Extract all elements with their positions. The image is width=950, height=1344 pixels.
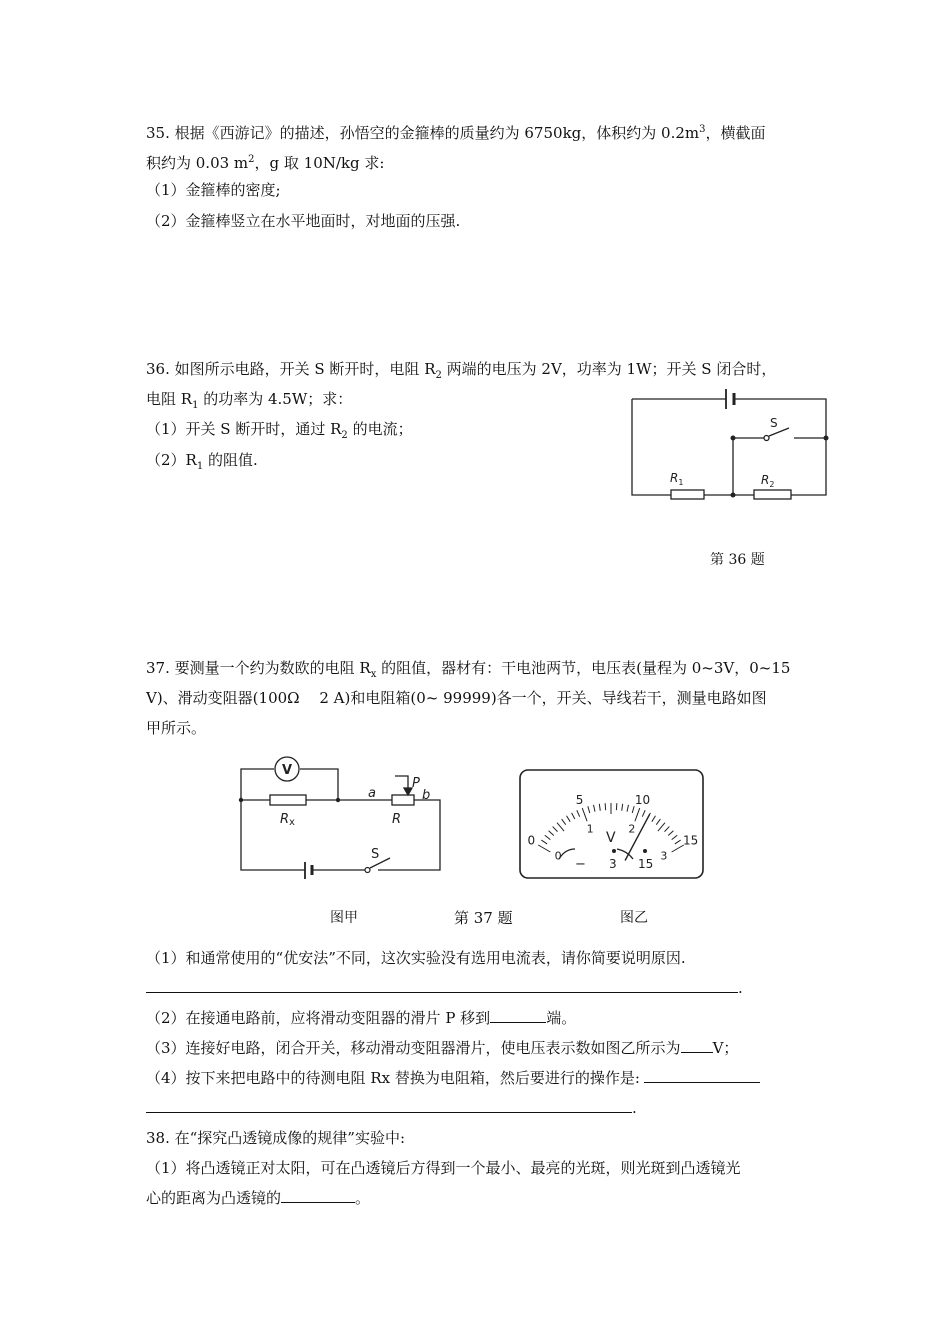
- q37-caption: 第 37 题: [454, 909, 513, 927]
- dial-lower-label-0: 0: [554, 849, 562, 863]
- dial-tick: [642, 810, 645, 816]
- q35-sub1: （1）金箍棒的密度;: [146, 181, 281, 199]
- fig-a-caption: 图甲: [330, 910, 358, 926]
- q37-line3: 甲所示。: [146, 719, 207, 737]
- q37-r-label: R: [392, 812, 402, 827]
- q37-sub1-blank[interactable]: [146, 978, 738, 993]
- dial-tick: [545, 835, 551, 839]
- q36-r1-label: $R_1$: [670, 471, 684, 487]
- q36-sub2: $(2)R_1$ 的阻值.: [146, 451, 258, 472]
- dial-upper-label-5: 5: [575, 793, 584, 808]
- q37-rx-label: Rx: [280, 812, 295, 828]
- q37-sub3-blank[interactable]: [681, 1038, 713, 1053]
- dial-tick: [541, 840, 547, 844]
- dial-tick: [675, 840, 681, 844]
- dial-tick: [557, 823, 564, 831]
- q36-line2: 电阻 $R_1$ 的功率为 4.5W；求：: [146, 390, 353, 411]
- q37-voltmeter-diagram: [517, 767, 709, 885]
- dial-tick: [577, 810, 580, 816]
- q37-sub2-blank[interactable]: [490, 1008, 546, 1023]
- q37-sub4-blank2[interactable]: [146, 1098, 632, 1113]
- dial-lower-label-2: 2: [628, 822, 636, 836]
- dial-upper-label-10: 10: [634, 793, 651, 808]
- dial-tick: [627, 805, 628, 812]
- dial-tick: [553, 827, 558, 832]
- dial-tick: [656, 819, 660, 825]
- q36-line1: 36. 如图所示电路，开关 S 断开时，电阻 $R_2$ 两端的电压为 2V，功率为 1W；开关 S 闭合时，: [146, 360, 777, 381]
- q37-line2: V)、滑动变阻器(100Ω 2 A)和电阻箱(0~ 99999)各一个，开关、导线若干，测量电路如图: [146, 689, 767, 707]
- dial-tick: [658, 823, 665, 831]
- dial-upper-label-15: 15: [683, 833, 699, 848]
- q37-sub1: （1）和通常使用的“优安法”不同，这次实验没有选用电流表，请你简要说明原因.: [146, 949, 686, 967]
- dial-tick: [538, 845, 550, 852]
- q37-voltmeter-label: V: [282, 763, 293, 778]
- q37-sub2: （2）在接通电路前，应将滑动变阻器的滑片 P 移到 端。: [146, 1009, 577, 1027]
- voltmeter-terminal-negative: −: [575, 857, 586, 872]
- q37-b-label: b: [422, 788, 431, 803]
- voltmeter-terminal-15: 15: [638, 857, 654, 871]
- dial-tick: [582, 808, 587, 821]
- dial-tick: [566, 816, 570, 822]
- voltmeter-terminal-3: 3: [609, 857, 617, 871]
- q36-sub1: （1）开关 S 断开时，通过 $R_2$ 的电流；: [146, 420, 413, 441]
- q36-r2-label: $R_2$: [761, 473, 775, 489]
- q38-line1: 38. 在“探究凸透镜成像的规律”实验中:: [146, 1129, 406, 1147]
- dial-tick: [672, 845, 684, 852]
- q36-circuit-diagram: [626, 384, 836, 504]
- q37-sub1-answer: .: [146, 978, 743, 998]
- dial-tick: [664, 827, 669, 832]
- q35-sub2: （2）金箍棒竖立在水平地面时，对地面的压强.: [146, 212, 461, 230]
- q35-line2: 积约为 0.03 $m^2$，g 取 10N/kg 求:: [146, 154, 385, 172]
- dial-lower-label-3: 3: [660, 849, 668, 863]
- dial-tick: [668, 831, 673, 836]
- q37-sub4-blank[interactable]: [644, 1068, 760, 1083]
- dial-tick: [632, 806, 634, 813]
- q35-line1: 35. 根据《西游记》的描述，孙悟空的金箍棒的质量约为 6750kg，体积约为 $0.2m^3$，横截面: [146, 124, 766, 142]
- dial-upper-label-0: 0: [527, 833, 536, 848]
- q36-switch-label: S: [770, 416, 778, 430]
- q37-sub4: （4）按下来把电路中的待测电阻 Rx 替换为电阻箱，然后要进行的操作是:: [146, 1068, 760, 1088]
- dial-tick: [622, 804, 623, 811]
- q37-switch-label: S: [371, 847, 380, 862]
- dial-lower-label-1: 1: [586, 822, 594, 836]
- dial-tick: [572, 813, 575, 819]
- q38-sub1-line2: 心的距离为凸透镜的 。: [146, 1189, 371, 1207]
- dial-tick: [562, 819, 566, 825]
- dial-tick: [652, 816, 656, 822]
- q37-p-label: P: [412, 776, 420, 791]
- q37-circuit-diagram: [232, 752, 450, 888]
- voltmeter-needle: [625, 815, 649, 861]
- voltmeter-unit: V: [606, 830, 616, 846]
- q38-sub1: （1）将凸透镜正对太阳，可在凸透镜后方得到一个最小、最亮的光斑，则光斑到凸透镜光: [146, 1159, 741, 1177]
- dial-tick: [635, 808, 640, 821]
- fig-b-caption: 图乙: [620, 910, 648, 926]
- q37-line1: 37. 要测量一个约为数欧的电阻 $R_x$ 的阻值，器材有：干电池两节，电压表(量程为 0~3V，0~15: [146, 659, 791, 680]
- dial-tick: [599, 804, 600, 811]
- dial-tick: [588, 806, 590, 813]
- dial-tick: [672, 835, 678, 839]
- q37-a-label: a: [368, 786, 376, 801]
- q38-sub1-blank[interactable]: [281, 1188, 355, 1203]
- q37-sub3: （3）连接好电路，闭合开关，移动滑动变阻器滑片，使电压表示数如图乙所示为 V；: [146, 1039, 739, 1057]
- q37-sub4-answer: .: [146, 1098, 637, 1118]
- q36-caption: 第 36 题: [710, 552, 765, 568]
- dial-tick: [594, 805, 595, 812]
- dial-tick: [549, 831, 554, 836]
